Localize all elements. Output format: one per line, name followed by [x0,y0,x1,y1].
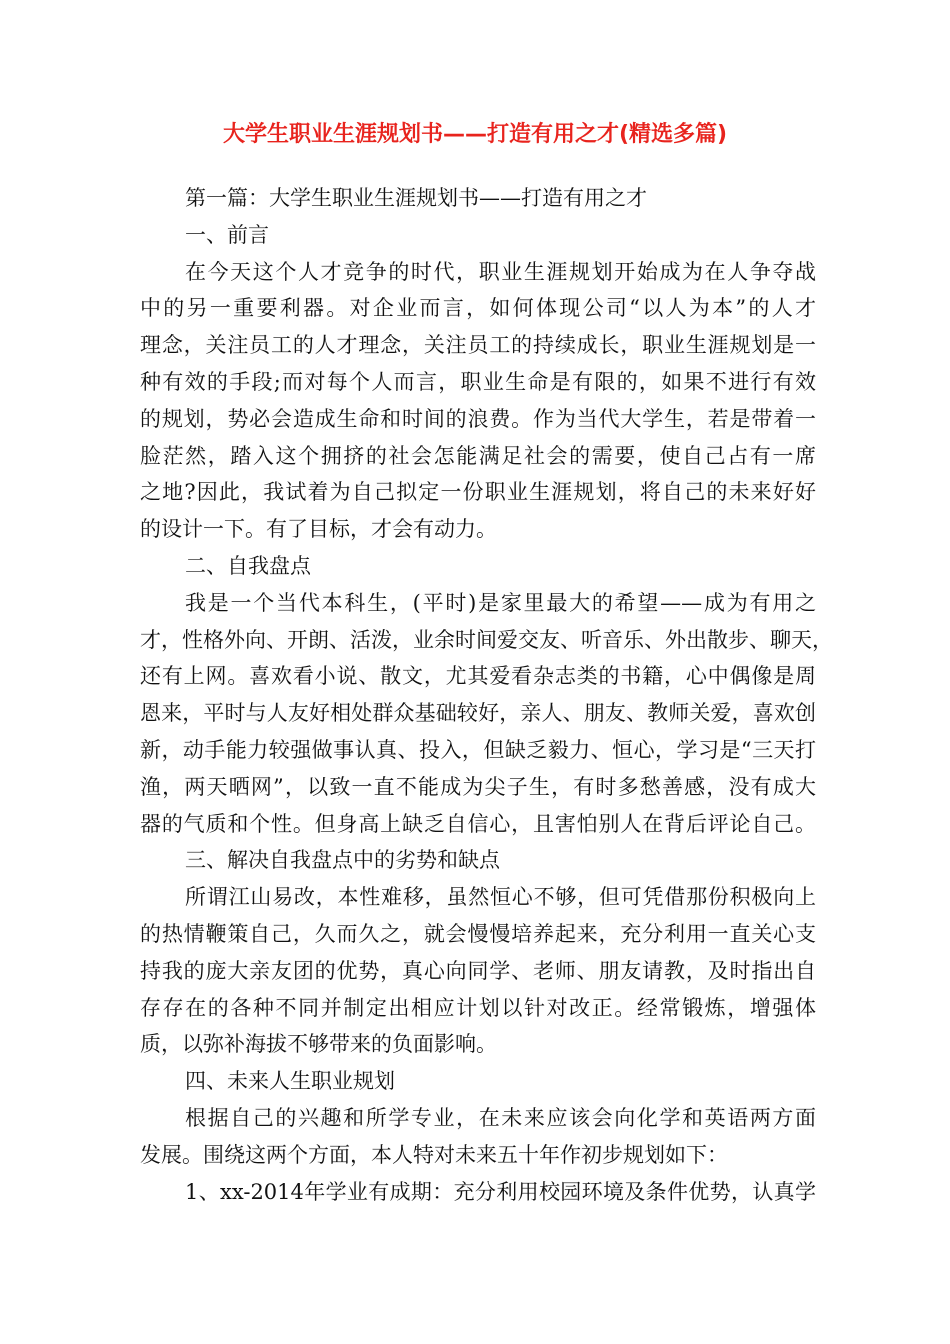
text-line: 我是一个当代本科生，(平时)是家里最大的希望——成为有用之 [185,590,816,615]
text-line: 第一篇：大学生职业生涯规划书——打造有用之才 [185,186,647,210]
text-line: 渔，两天晒网”，以致一直不能成为尖子生，有时多愁善感，没有成大 [140,774,816,799]
text-line: 的规划，势必会造成生命和时间的浪费。作为当代大学生，若是带着一 [140,406,816,431]
text-line: 四、未来人生职业规划 [185,1069,395,1094]
text-line: 恩来，平时与人友好相处群众基础较好，亲人、朋友、教师关爱，喜欢创 [140,701,816,726]
text-line: 还有上网。喜欢看小说、散文，尤其爱看杂志类的书籍，心中偶像是周 [140,664,816,689]
text-line: 存存在的各种不同并制定出相应计划以针对改正。经常锻炼，增强体 [140,995,816,1020]
text-line: 中的另一重要利器。对企业而言，如何体现公司“以人为本”的人才 [140,296,816,321]
text-line: 持我的庞大亲友团的优势，真心向同学、老师、朋友请教，及时指出自 [140,958,816,983]
text-line: 根据自己的兴趣和所学专业，在未来应该会向化学和英语两方面 [185,1105,816,1130]
text-line: 质，以弥补海拔不够带来的负面影响。 [140,1032,497,1057]
text-line: 的设计一下。有了目标，才会有动力。 [140,517,497,542]
text-line: 才，性格外向、开朗、活泼，业余时间爱交友、听音乐、外出散步、聊天， [140,627,833,652]
text-line: 二、自我盘点 [185,553,311,578]
text-line: 理念，关注员工的人才理念，关注员工的持续成长，职业生涯规划是一 [140,333,816,358]
text-line: 脸茫然，踏入这个拥挤的社会怎能满足社会的需要，使自己占有一席 [140,443,816,468]
text-line: 器的气质和个性。但身高上缺乏自信心，且害怕别人在背后评论自己。 [140,811,816,836]
document-body [140,180,833,1210]
text-line: 所谓江山易改，本性难移，虽然恒心不够，但可凭借那份积极向上 [185,885,816,910]
text-line: 三、解决自我盘点中的劣势和缺点 [185,848,500,873]
text-line: 的热情鞭策自己，久而久之，就会慢慢培养起来，充分利用一直关心支 [140,921,816,946]
document-title: 大学生职业生涯规划书——打造有用之才(精选多篇) [222,122,728,147]
text-line: 新，动手能力较强做事认真、投入，但缺乏毅力、恒心，学习是“三天打 [140,737,816,762]
text-line: 种有效的手段;而对每个人而言，职业生命是有限的，如果不进行有效 [140,369,816,394]
text-line: 1、xx-2014年学业有成期：充分利用校园环境及条件优势，认真学 [185,1179,816,1204]
text-line: 一、前言 [185,222,269,247]
text-line: 发展。围绕这两个方面，本人特对未来五十年作初步规划如下： [140,1142,728,1167]
text-line: 之地?因此，我试着为自己拟定一份职业生涯规划，将自己的未来好好 [140,480,816,505]
text-line: 在今天这个人才竞争的时代，职业生涯规划开始成为在人争夺战 [185,259,816,284]
